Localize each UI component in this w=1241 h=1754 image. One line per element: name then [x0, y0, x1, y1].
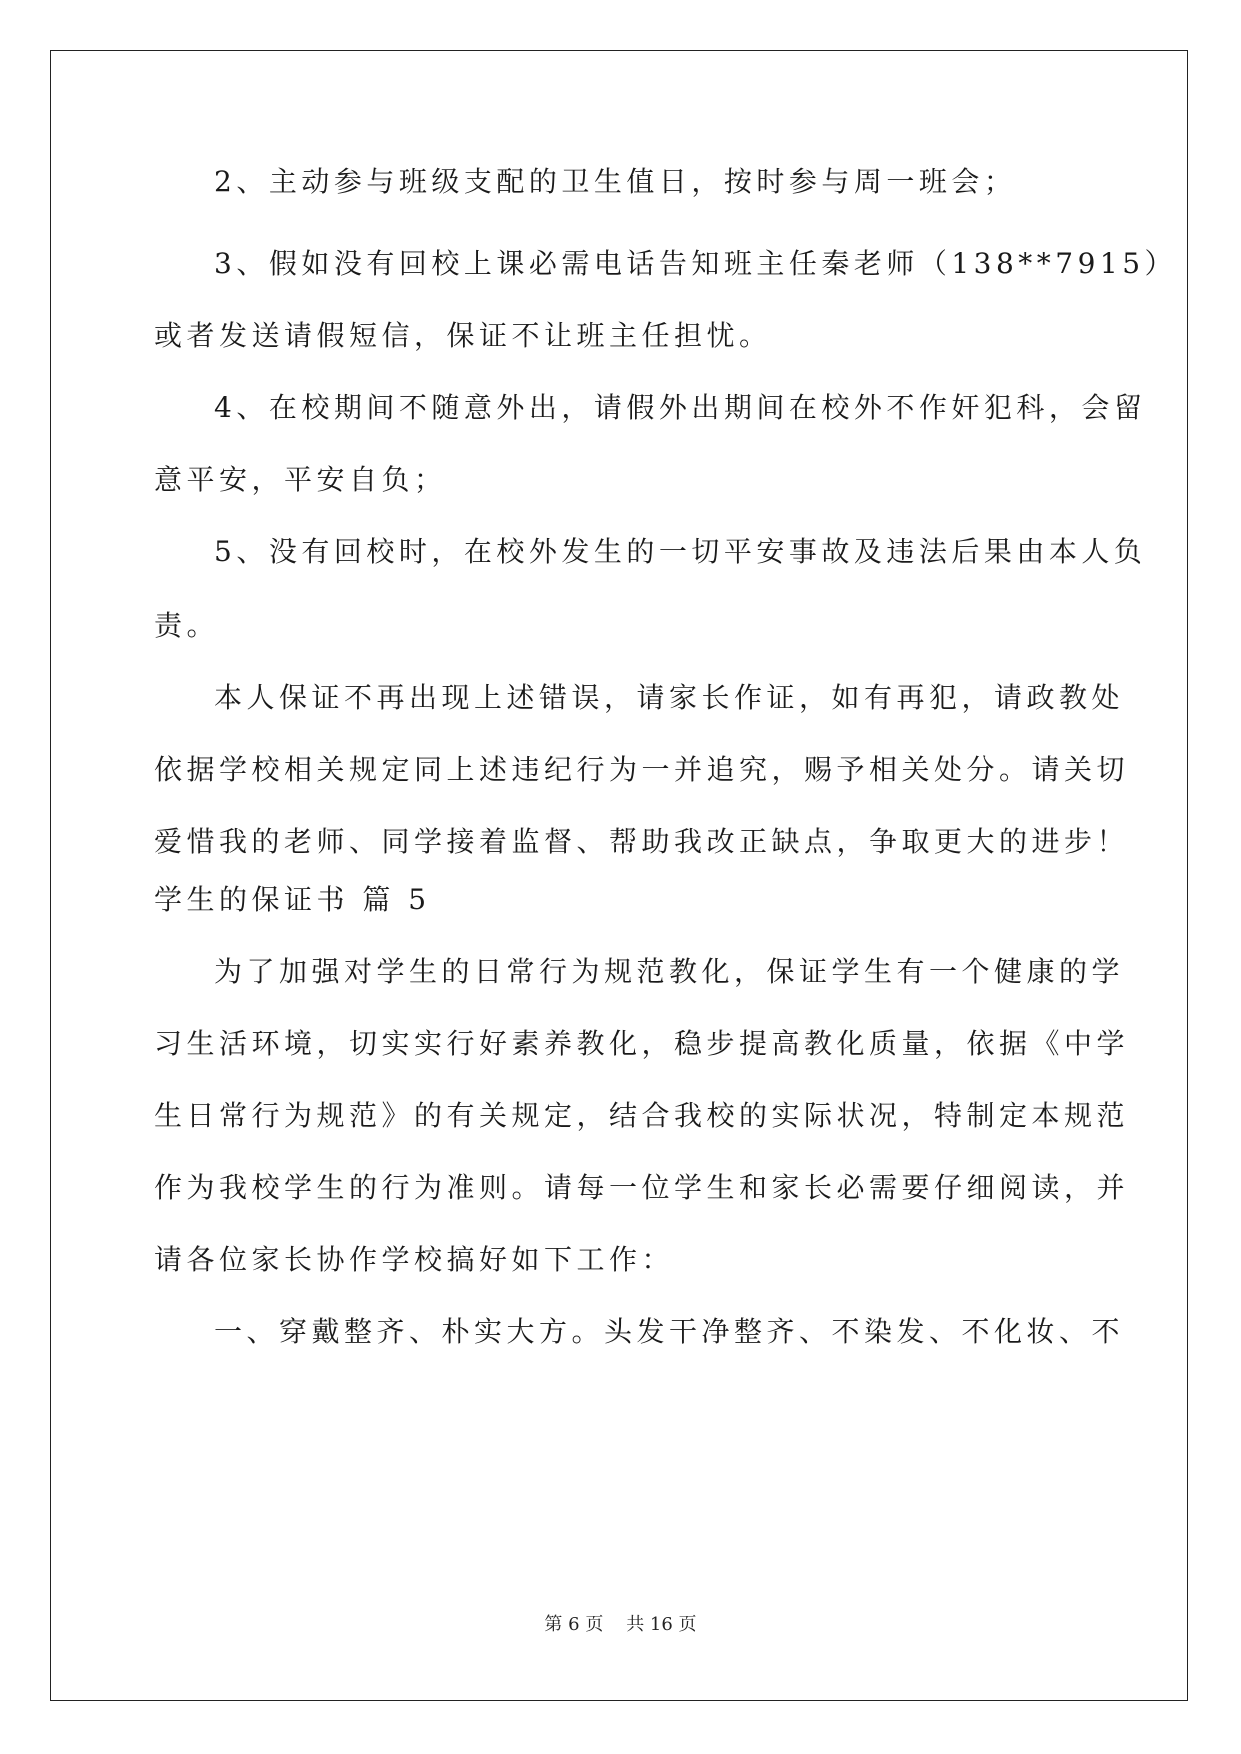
page-number: 第 6 页 共 16 页: [544, 1614, 697, 1635]
paragraph-line: 5、没有回校时，在校外发生的一切平安事故及违法后果由本人负: [214, 535, 1147, 568]
paragraph-line: 意平安，平安自负；: [154, 463, 447, 496]
paragraph-line: 或者发送请假短信，保证不让班主任担忧。: [154, 319, 772, 352]
paragraph-line: 为了加强对学生的日常行为规范教化，保证学生有一个健康的学: [214, 955, 1125, 988]
section-heading: 学生的保证书 篇 5: [154, 883, 431, 916]
paragraph-line: 2、主动参与班级支配的卫生值日，按时参与周一班会；: [214, 165, 1017, 198]
paragraph-line: 请各位家长协作学校搞好如下工作：: [154, 1243, 675, 1276]
paragraph-line: 依据学校相关规定同上述违纪行为一并追究，赐予相关处分。请关切: [154, 753, 1130, 786]
paragraph-line: 习生活环境，切实实行好素养教化，稳步提高教化质量，依据《中学: [154, 1027, 1130, 1060]
paragraph-line: 4、在校期间不随意外出，请假外出期间在校外不作奸犯科，会留: [214, 391, 1147, 424]
paragraph-line: 生日常行为规范》的有关规定，结合我校的实际状况，特制定本规范: [154, 1099, 1130, 1132]
paragraph-line: 责。: [154, 609, 220, 642]
paragraph-line: 一、穿戴整齐、朴实大方。头发干净整齐、不染发、不化妆、不: [214, 1315, 1125, 1348]
paragraph-line: 3、假如没有回校上课必需电话告知班主任秦老师（138**7915）: [214, 247, 1178, 280]
paragraph-line: 作为我校学生的行为准则。请每一位学生和家长必需要仔细阅读，并: [154, 1171, 1130, 1204]
page-border: [50, 50, 1188, 1701]
paragraph-line: 本人保证不再出现上述错误，请家长作证，如有再犯，请政教处: [214, 681, 1125, 714]
paragraph-line: 爱惜我的老师、同学接着监督、帮助我改正缺点，争取更大的进步！: [154, 825, 1130, 858]
